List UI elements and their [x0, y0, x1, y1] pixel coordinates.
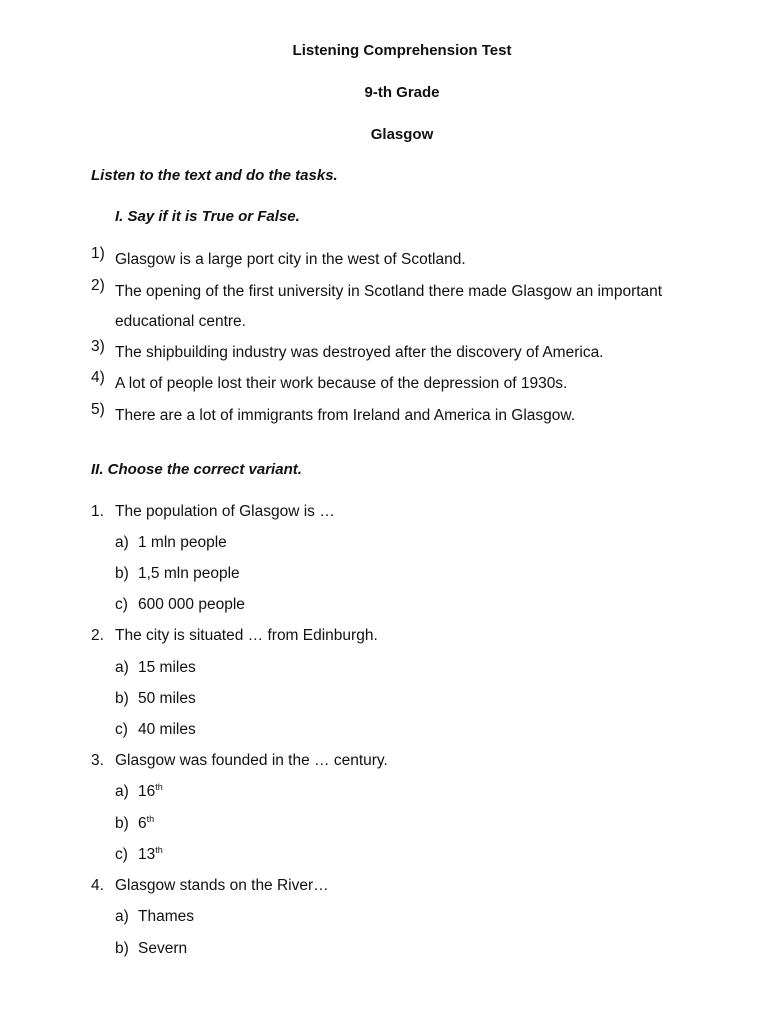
tf-item-number: 3): [91, 338, 105, 355]
option-text: 600 000 people: [138, 596, 245, 613]
option-text: 1 mln people: [138, 534, 227, 551]
question-text: The population of Glasgow is …: [115, 503, 335, 520]
option-letter: b): [115, 940, 129, 957]
instruction-text: Listen to the text and do the tasks.: [91, 167, 338, 184]
option-letter: c): [115, 846, 128, 863]
option-text: [138, 846, 163, 865]
option-text: [138, 815, 154, 834]
question-text: Glasgow stands on the River…: [115, 877, 329, 894]
ordinal-suffix: th: [155, 781, 163, 792]
question-text: The city is situated … from Edinburgh.: [115, 627, 378, 644]
section-2-heading: II. Choose the correct variant.: [91, 461, 302, 478]
option-text: 15 miles: [138, 659, 196, 676]
tf-item-text: The opening of the first university in Scotland there made Glasgow an important educational centre.: [115, 283, 663, 330]
ordinal-number: 6: [138, 815, 147, 832]
ordinal-suffix: th: [155, 844, 163, 855]
option-text: Severn: [138, 940, 188, 957]
ordinal-number: 13: [138, 846, 156, 863]
grade-label: 9-th Grade: [364, 84, 440, 101]
topic-title: Glasgow: [370, 126, 434, 143]
tf-item-text: There are a lot of immigrants from Ireland and America in Glasgow.: [115, 407, 576, 424]
option-text: 50 miles: [138, 690, 196, 707]
question-number: 1.: [91, 503, 104, 520]
option-letter: b): [115, 565, 129, 582]
option-letter: a): [115, 659, 129, 676]
option-letter: a): [115, 534, 129, 551]
ordinal-suffix: th: [146, 813, 155, 824]
question-text: Glasgow was founded in the … century.: [115, 752, 388, 769]
option-text: 40 miles: [138, 721, 196, 738]
question-number: 3.: [91, 752, 104, 769]
option-letter: a): [115, 783, 129, 800]
option-letter: b): [115, 690, 129, 707]
option-text: [138, 783, 163, 802]
option-letter: c): [115, 596, 128, 613]
tf-item-text: A lot of people lost their work because of the depression of 1930s.: [115, 375, 568, 392]
ordinal-number: 16: [138, 783, 156, 800]
tf-item-number: 5): [91, 401, 105, 418]
question-number: 2.: [91, 627, 104, 644]
question-number: 4.: [91, 877, 104, 894]
option-text: 1,5 mln people: [138, 565, 240, 582]
option-text: Thames: [138, 908, 194, 925]
option-letter: c): [115, 721, 128, 738]
section-1-heading: I. Say if it is True or False.: [115, 208, 300, 225]
test-title: Listening Comprehension Test: [292, 42, 512, 59]
tf-item-number: 1): [91, 245, 105, 262]
tf-item-number: 2): [91, 277, 105, 294]
tf-item-text: Glasgow is a large port city in the west of Scotland.: [115, 251, 466, 268]
option-letter: b): [115, 815, 129, 832]
tf-item-number: 4): [91, 369, 105, 386]
option-letter: a): [115, 908, 129, 925]
tf-item-text: The shipbuilding industry was destroyed after the discovery of America.: [115, 344, 604, 361]
